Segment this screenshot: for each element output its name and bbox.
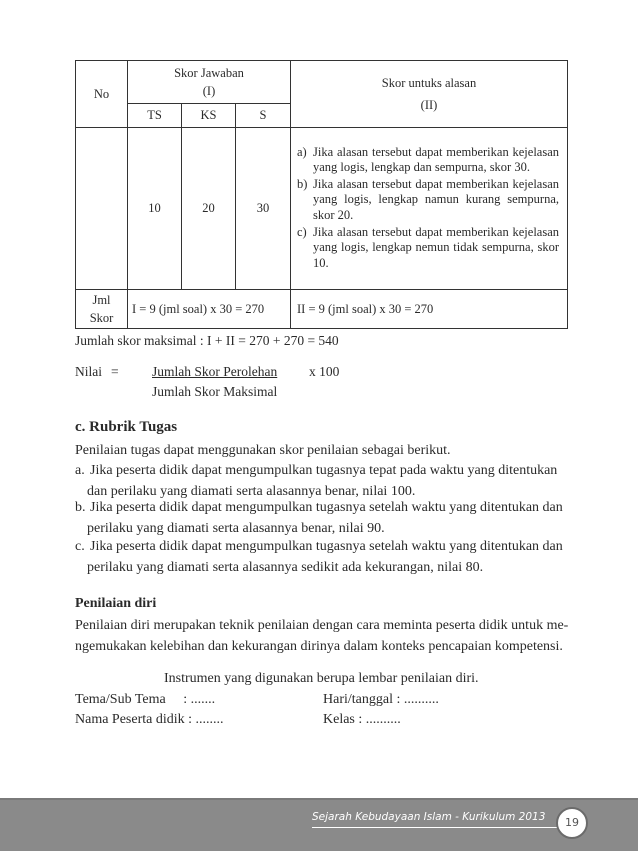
- penilaian-diri-line2: ngemukakan kelebihan dan kekurangan dirinya dalam konteks pencapaian kompetensi.: [75, 639, 563, 654]
- header-skor-alasan: [291, 61, 568, 128]
- header-skor-jawaban-label: Skor Jawaban: [174, 66, 244, 80]
- nama-field: Nama Peserta didik : ........: [75, 712, 224, 727]
- jumlah-skor-maksimal: Jumlah skor maksimal : I + II = 270 + 270 = 540: [75, 333, 339, 348]
- value-ts: 10: [128, 128, 182, 290]
- nilai-numerator: Jumlah Skor Perolehan: [152, 364, 278, 379]
- rubrik-item-b: [75, 497, 571, 539]
- rubrik-heading: c. Rubrik Tugas: [75, 419, 178, 435]
- rubrik-item-b-marker: b.: [75, 500, 86, 515]
- rubrik-item-a: [75, 460, 571, 502]
- option-a-text: Jika alasan tersebut dapat memberikan kejelasan yang logis, lengkap dan sempurna, skor 30.: [313, 144, 559, 175]
- penilaian-diri-heading: Penilaian diri: [75, 596, 157, 611]
- nilai-equals: =: [111, 364, 119, 379]
- footer-bar: [0, 798, 638, 851]
- hari-field: Hari/tanggal : ..........: [323, 692, 439, 707]
- nilai-denominator: Jumlah Skor Maksimal: [152, 384, 278, 399]
- header-skor-jawaban: [128, 61, 291, 104]
- reason-options: [291, 128, 568, 290]
- rubrik-item-c-line2: perilaku yang diamati serta alasannya sedikit ada kekurangan, nilai 80.: [87, 560, 484, 575]
- header-no: No: [76, 61, 128, 128]
- value-ks: 20: [182, 128, 236, 290]
- rubrik-item-b-line2: perilaku yang diamati serta alasannya benar, nilai 90.: [87, 521, 385, 536]
- option-c-label: c): [297, 224, 307, 239]
- col-s: S: [236, 104, 291, 128]
- rubrik-item-a-line2: dan perilaku yang diamati serta alasannya benar, nilai 100.: [87, 484, 416, 499]
- option-a: [297, 145, 559, 176]
- rubrik-item-b-line1: Jika peserta didik dapat mengumpulkan tugasnya setelah waktu yang ditentukan dan: [90, 500, 563, 515]
- page-number: 19: [556, 807, 588, 839]
- option-b: [297, 177, 559, 224]
- penilaian-diri-line1: Penilaian diri merupakan teknik penilaian dengan cara meminta peserta didik untuk me-: [75, 618, 569, 633]
- tema-field: Tema/Sub Tema : .......: [75, 692, 216, 707]
- option-c-text: Jika alasan tersebut dapat memberikan kejelasan yang logis, lengkap nemun tidak sempurna, skor 10.: [313, 224, 559, 270]
- rubrik-item-c-marker: c.: [75, 539, 85, 554]
- option-b-text: Jika alasan tersebut dapat memberikan kejelasan yang logis, lengkap namun kurang sempurna, skor 20.: [313, 176, 559, 222]
- total-ii: II = 9 (jml soal) x 30 = 270: [291, 290, 568, 329]
- kelas-field: Kelas : ..........: [323, 712, 401, 727]
- footer-divider: [0, 798, 638, 800]
- cell-no-empty: [76, 128, 128, 290]
- value-s: 30: [236, 128, 291, 290]
- jml-skor-label: [76, 290, 128, 329]
- header-skor-jawaban-num: (I): [202, 84, 216, 98]
- option-a-label: a): [297, 144, 307, 159]
- instrumen-text: Instrumen yang digunakan berupa lembar penilaian diri.: [164, 671, 479, 686]
- rubrik-item-a-marker: a.: [75, 463, 85, 478]
- nilai-times: x 100: [309, 364, 340, 379]
- footer-underline: [312, 827, 557, 828]
- footer-title: Sejarah Kebudayaan Islam - Kurikulum 2013: [312, 811, 546, 823]
- rubrik-item-a-line1: Jika peserta didik dapat mengumpulkan tugasnya tepat pada waktu yang ditentukan: [90, 463, 558, 478]
- skor-label: Skor: [89, 311, 114, 325]
- header-skor-alasan-label: Skor untuks alasan: [381, 76, 477, 90]
- total-i: I = 9 (jml soal) x 30 = 270: [128, 290, 291, 329]
- rubrik-item-c: [75, 536, 571, 578]
- jml-label: Jml: [92, 293, 111, 307]
- header-skor-alasan-num: (II): [420, 98, 438, 112]
- rubrik-intro: Penilaian tugas dapat menggunakan skor penilaian sebagai berikut.: [75, 443, 451, 458]
- rubrik-item-c-line1: Jika peserta didik dapat mengumpulkan tugasnya setelah waktu yang ditentukan dan: [90, 539, 563, 554]
- nilai-label: Nilai: [75, 364, 102, 379]
- option-c: [297, 225, 559, 272]
- score-table: [75, 60, 568, 329]
- col-ts: TS: [128, 104, 182, 128]
- col-ks: KS: [182, 104, 236, 128]
- option-b-label: b): [297, 176, 308, 191]
